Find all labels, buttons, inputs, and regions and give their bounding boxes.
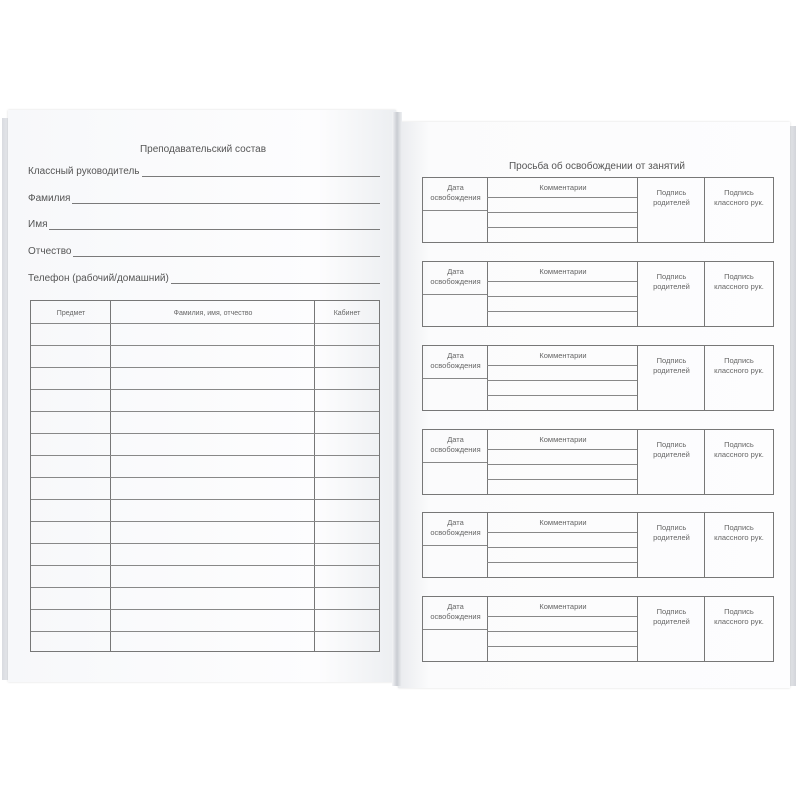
column-header-comments: Комментарии (539, 351, 587, 360)
column-header-comments: Комментарии (539, 518, 587, 527)
header-line: освобождения (430, 277, 481, 286)
table-row-line (31, 455, 379, 456)
exemption-request-block (422, 512, 774, 578)
date-row-line (423, 210, 487, 211)
table-row-line (31, 323, 379, 324)
comment-line (487, 311, 637, 312)
header-line: Подпись (724, 523, 754, 532)
header-line: классного рук. (714, 366, 764, 375)
field-last-name[interactable] (28, 193, 380, 204)
comment-line (487, 227, 637, 228)
table-row-line (31, 389, 379, 390)
header-line: Дата (447, 267, 464, 276)
column-divider (487, 597, 488, 661)
table-row-line (31, 367, 379, 368)
column-header-comments: Комментарии (539, 435, 587, 444)
column-divider (487, 430, 488, 494)
header-line: родителей (653, 450, 690, 459)
right-page-title: Просьба об освобождении от занятий (508, 161, 686, 172)
exemption-request-block (422, 177, 774, 243)
header-line: Дата (447, 351, 464, 360)
header-line: освобождения (430, 612, 481, 621)
field-line[interactable] (49, 219, 380, 230)
date-row-line (423, 378, 487, 379)
header-line: родителей (653, 198, 690, 207)
table-row-line (31, 587, 379, 588)
field-line[interactable] (171, 273, 380, 284)
column-header-parents-signature (638, 523, 705, 543)
table-row-line (31, 345, 379, 346)
header-line: классного рук. (714, 617, 764, 626)
header-line: родителей (653, 617, 690, 626)
date-row-line (423, 545, 487, 546)
header-line: Подпись (724, 356, 754, 365)
header-line: родителей (653, 282, 690, 291)
field-label: Фамилия (28, 193, 71, 204)
header-line: Подпись (724, 607, 754, 616)
comment-line (487, 296, 637, 297)
column-header-date (423, 351, 488, 371)
header-line: Подпись (724, 188, 754, 197)
table-row-line (31, 609, 379, 610)
column-header-comments: Комментарии (539, 183, 587, 192)
header-line: освобождения (430, 528, 481, 537)
column-header-full-name: Фамилия, имя, отчество (173, 310, 253, 317)
comment-line (487, 464, 637, 465)
header-line: Подпись (656, 272, 687, 281)
field-label: Имя (28, 219, 48, 230)
column-divider (704, 262, 705, 326)
comment-line (487, 281, 637, 282)
column-divider (637, 597, 638, 661)
column-header-parents-signature (638, 356, 705, 376)
header-line: Дата (447, 518, 464, 527)
comment-line (487, 395, 637, 396)
table-row-line (31, 433, 379, 434)
left-page-title: Преподавательский состав (139, 144, 267, 155)
comment-line (487, 212, 637, 213)
header-line: классного рук. (714, 450, 764, 459)
column-header-room: Кабинет (333, 310, 361, 317)
table-row-line (31, 565, 379, 566)
header-line: Подпись (656, 607, 687, 616)
field-label: Классный руководитель (28, 166, 140, 177)
header-line: классного рук. (714, 198, 764, 207)
header-line: Дата (447, 435, 464, 444)
comment-line (487, 616, 637, 617)
column-header-date (423, 435, 488, 455)
teachers-table-header (31, 301, 379, 323)
field-phone[interactable] (28, 273, 380, 284)
column-header-comments: Комментарии (539, 602, 587, 611)
exemption-request-block (422, 596, 774, 662)
date-row-line (423, 629, 487, 630)
field-class-teacher[interactable] (28, 166, 380, 177)
column-divider (704, 346, 705, 410)
field-line[interactable] (72, 193, 380, 204)
header-line: освобождения (430, 361, 481, 370)
date-row-line (423, 294, 487, 295)
field-line[interactable] (73, 246, 380, 257)
header-line: Подпись (724, 440, 754, 449)
table-row-line (31, 631, 379, 632)
table-row-line (31, 543, 379, 544)
column-divider (110, 301, 111, 651)
comment-line (487, 365, 637, 366)
column-header-parents-signature (638, 188, 705, 208)
column-header-teacher-signature (705, 523, 773, 543)
header-line: Дата (447, 183, 464, 192)
header-line: Подпись (656, 523, 687, 532)
column-divider (487, 262, 488, 326)
field-label: Телефон (рабочий/домашний) (28, 273, 169, 284)
header-line: родителей (653, 366, 690, 375)
comment-line (487, 197, 637, 198)
column-divider (637, 262, 638, 326)
column-header-teacher-signature (705, 440, 773, 460)
field-patronymic[interactable] (28, 246, 380, 257)
column-header-parents-signature (638, 440, 705, 460)
column-header-date (423, 602, 488, 622)
column-header-teacher-signature (705, 188, 773, 208)
column-divider (487, 346, 488, 410)
comment-line (487, 380, 637, 381)
teachers-table (30, 300, 380, 652)
column-divider (637, 430, 638, 494)
column-divider (704, 597, 705, 661)
exemption-request-block (422, 429, 774, 495)
column-divider (314, 301, 315, 651)
header-line: классного рук. (714, 533, 764, 542)
column-header-date (423, 518, 488, 538)
header-line: освобождения (430, 445, 481, 454)
column-header-comments: Комментарии (539, 267, 587, 276)
header-line: освобождения (430, 193, 481, 202)
book-spine (392, 112, 402, 686)
comment-line (487, 631, 637, 632)
table-row-line (31, 521, 379, 522)
column-header-date (423, 183, 488, 203)
column-header-teacher-signature (705, 607, 773, 627)
comment-line (487, 646, 637, 647)
column-divider (704, 430, 705, 494)
column-divider (637, 346, 638, 410)
column-header-date (423, 267, 488, 287)
table-row-line (31, 411, 379, 412)
exemption-request-block (422, 345, 774, 411)
column-header-parents-signature (638, 272, 705, 292)
header-line: классного рук. (714, 282, 764, 291)
column-divider (637, 513, 638, 577)
header-line: Подпись (656, 356, 687, 365)
table-row-line (31, 477, 379, 478)
column-header-subject: Предмет (56, 310, 86, 317)
column-divider (704, 513, 705, 577)
table-row-line (31, 499, 379, 500)
field-label: Отчество (28, 246, 72, 257)
column-divider (487, 178, 488, 242)
exemption-request-block (422, 261, 774, 327)
field-line[interactable] (142, 166, 381, 177)
column-divider (637, 178, 638, 242)
comment-line (487, 449, 637, 450)
column-divider (704, 178, 705, 242)
header-line: Подпись (656, 188, 687, 197)
comment-line (487, 562, 637, 563)
column-header-teacher-signature (705, 356, 773, 376)
column-header-parents-signature (638, 607, 705, 627)
comment-line (487, 479, 637, 480)
field-first-name[interactable] (28, 219, 380, 230)
header-line: Подпись (724, 272, 754, 281)
comment-line (487, 532, 637, 533)
column-divider (487, 513, 488, 577)
column-header-teacher-signature (705, 272, 773, 292)
date-row-line (423, 462, 487, 463)
header-line: родителей (653, 533, 690, 542)
header-line: Подпись (656, 440, 687, 449)
comment-line (487, 547, 637, 548)
header-line: Дата (447, 602, 464, 611)
